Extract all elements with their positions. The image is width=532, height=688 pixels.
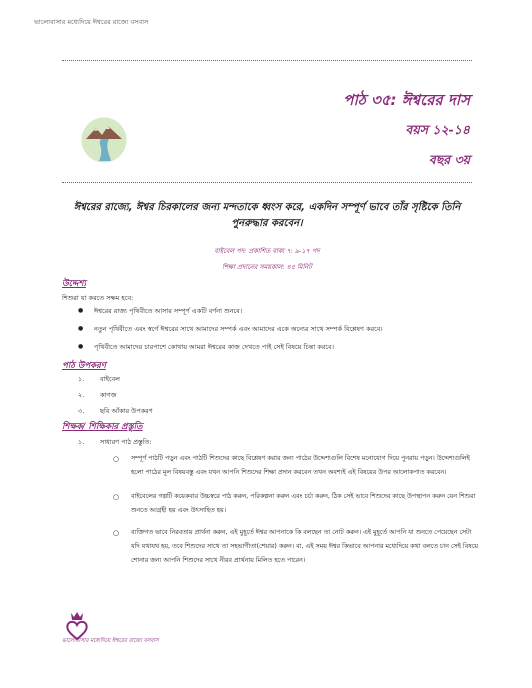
objectives-list: [78, 305, 383, 359]
objectives-intro: শিশুরা যা করতে সক্ষম হবে:: [62, 294, 134, 302]
objective-item: ● পৃথিবীতে আমাদের চারপাশে কোথায় আমরা ঈশ্বরের কাজ দেখতে পাই সেই বিষয়ে চিন্তা করবে।: [78, 341, 383, 359]
objective-item: ● ঈশ্বরের রাজ্য পৃথিবীতে আসার সম্পূর্ণ একটি বর্ণনা শুনবে।: [78, 305, 383, 323]
objectives-heading: উদ্দেশ্য: [62, 279, 86, 289]
mountain-river-logo-icon: [81, 117, 127, 163]
lesson-duration: শিক্ষা প্রদানের সময়কাল: ৪৫ মিনিট: [222, 263, 312, 271]
materials-heading: পাঠ উপকরণ: [62, 361, 106, 371]
preparation-item: ১. সাধারণ পাঠ প্রস্তুতি:: [78, 438, 152, 446]
material-item: ২. কাগজ: [78, 391, 117, 399]
material-item: ৩. ছবি আঁকার উপকরণ: [78, 407, 153, 415]
top-divider: [62, 60, 472, 61]
preparation-subitem: ○ ব্যক্তিগত ভাবে নিরবতায় প্রার্থনা করুন, এই মুহূর্তে ঈশ্বর আপনাকে কি বলছেন তা নোট করুন। এই মুহূর্তে আপনি যা শুনতে পেয়েছেন সেটা যদি যথাযথ হয়, তবে শিশুদের সাথে তা সহভাগীতা(শেয়ার) করুন। বা, এই সময় ঈশ্বর কিভাবে আপনার মধ্যেদিয়ে কথা বলতে চান সেই বিষয়ে শোনার জন্য আপনি শিশুদের সাথে নীরব প্রার্থনায় মিলিত হতে পারেন।: [113, 526, 478, 568]
running-header: ভালোবাসার মধ্যেদিয়ে ঈশ্বরের রাজ্যে বসবাস: [34, 18, 149, 26]
footer-text: ভালোবাসার মধ্যেদিয়ে ঈশ্বরের রাজ্যে বসবাস: [62, 638, 159, 644]
age-range: বয়স ১২-১৪: [405, 122, 470, 137]
lesson-summary: ঈশ্বরের রাজ্যে, ঈশ্বর চিরকালের জন্য মন্দতাকে ধ্বংস করে, একদিন সম্পূর্ণ ভাবে তাঁর সৃষ্টিকে তিনি পুনরুদ্ধার করবেন।: [73, 202, 461, 229]
bible-reference: বাইবেল পদ: প্রকাশিত বাক্য ৭: ৯-১৭ পদ: [214, 247, 320, 255]
preparation-list: [78, 436, 152, 452]
materials-list: [78, 373, 153, 421]
lesson-year: বছর ৩য়: [428, 152, 470, 167]
preparation-subitem: ○ বাইবেলের গল্পটি কয়েকবার উচ্চস্বরে পাঠ করুন, পরিকল্পনা করুন এবং চর্চা করুন, ঠিক সেই ভাবে শিশুদের কাছে উপস্থাপন করুন যেন শিশুরা শুনতে আগ্রহী হয় এবং উৎসাহিত হয়।: [113, 490, 478, 518]
objective-item: ● নতুন পৃথিবীতে এবং স্বর্গে ঈশ্বরের সাথে আমাদের সম্পর্ক এবং আমাদের একে অন্যের সাথে সম্পর্ক বিশ্লেষণ করবে।: [78, 323, 383, 341]
preparation-subitem: ○ সম্পূর্ণ পাঠটি পড়ুন এবং পাঠটি শিশুদের কাছে বিশ্লেষণ করার জন্য পাঠের উদ্দেশ্যগুলি বিশেষ মনোযোগ দিয়ে পুনরায় পড়ুন। উদ্দেশ্যগুলিই হলো পাঠের মূল বিষয়বস্তু এবং যখন আপনি শিশুদের শিক্ষা প্রদান করবেন তখন অবশ্যই এই বিষয়ের উপর আলোকপাত করবেন।: [113, 452, 478, 480]
title-divider: [62, 182, 472, 183]
preparation-heading: শিক্ষক/ শিক্ষিকার প্রস্তুতি: [62, 422, 143, 432]
lesson-title: পাঠ ৩৫: ঈশ্বরের দাস: [343, 91, 470, 109]
preparation-subitems: [113, 452, 478, 568]
crown-heart-logo-icon: [66, 611, 88, 641]
material-item: ১. বাইবেল: [78, 375, 120, 383]
